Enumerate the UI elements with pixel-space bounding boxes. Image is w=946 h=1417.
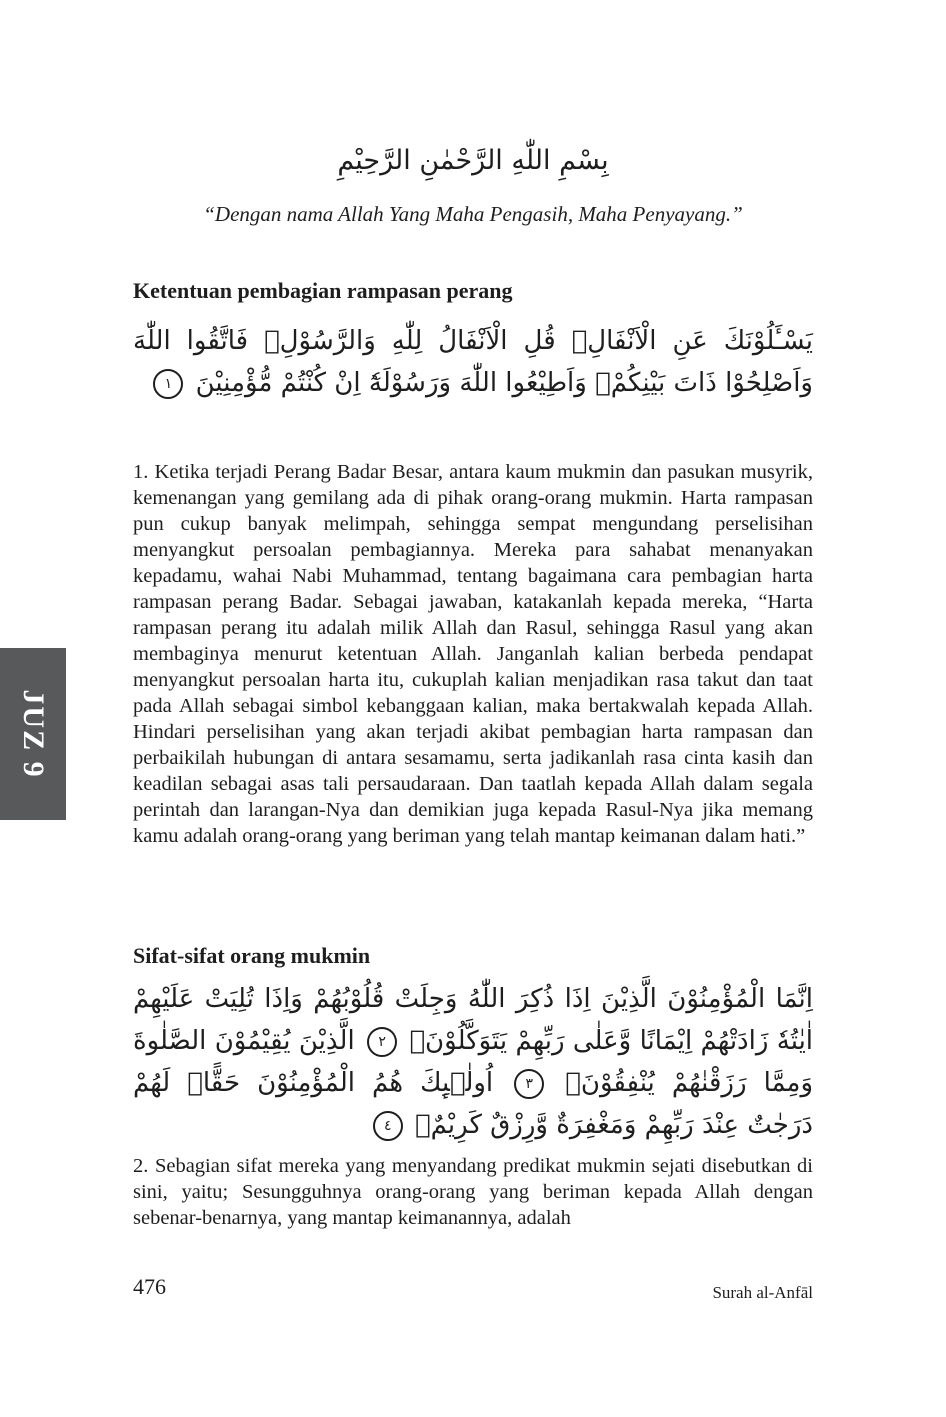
basmala-arabic: بِسْمِ اللّٰهِ الرَّحْمٰنِ الرَّحِيْمِ (337, 145, 609, 176)
ayah-number-badge: ٢ (367, 1027, 397, 1057)
section-heading-rampasan: Ketentuan pembagian rampasan perang (133, 278, 513, 303)
commentary-paragraph-2: 2. Sebagian sifat mereka yang menyandang predikat mukmin sejati disebutkan di sini, yaitu; Sesungguhnya orang-orang yang beriman kepada Allah dengan sebenar-benarnya, yang mantap keimanannya, adalah (133, 1155, 813, 1229)
arabic-verses-2-4 (133, 978, 813, 1146)
arabic-verse-1 (133, 320, 813, 404)
ayah-number-badge: ٤ (373, 1111, 403, 1141)
juz-side-tab (0, 648, 66, 820)
arabic-verse-text: اُولٰۤىِٕكَ هُمُ الْمُؤْمِنُوْنَ حَقًّاۗ لَهُمْ دَرَجٰتٌ عِنْدَ رَبِّهِمْ وَمَغْفِرَةٌ وَّرِزْقٌ كَرِيْمٌۚ (133, 1068, 813, 1140)
page-number: 476 (133, 1274, 166, 1299)
commentary-paragraph-1: 1. Ketika terjadi Perang Badar Besar, antara kaum mukmin dan pasukan musyrik, kemenangan yang gemilang ada di pihak orang-orang mukmin. Harta rampasan pun cukup banyak melimpah, sehingga sempat mengundang perselisihan menyangkut persoalan pembagiannya. Mereka para sahabat menanyakan kepadamu, wahai Nabi Muhammad, tentang bagaimana cara pembagian harta rampasan perang Badar. Sebagai jawaban, katakanlah kepada mereka, “Harta rampasan perang itu adalah milik Allah dan Rasul, sehingga Rasul yang akan membaginya menurut ketentuan Allah. Janganlah kalian berbeda pendapat menyangkut persoalan harta itu, cukuplah kalian menjadikan rasa takut dan taat pada Allah sebagai simbol kebanggaan kalian, maka bertakwalah kepada Allah. Hindari perselisihan yang akan terjadi akibat pembagian harta rampasan dan perbaikilah hubungan di antara sesamamu, serta jadikanlah rasa cinta kasih dan keadilan sebagai asas tali persaudaraan. Dan taatlah kepada Allah dalam segala perintah dan larangan-Nya dan demikian juga kepada Rasul-Nya jika memang kamu adalah orang-orang yang beriman yang telah mantap keimanan dalam hati.” (133, 461, 813, 847)
ayah-number-badge: ٣ (514, 1069, 544, 1099)
juz-label: JUZ 9 (17, 689, 50, 779)
ayah-number-badge: ١ (153, 369, 183, 399)
arabic-verse-text: اِنَّمَا الْمُؤْمِنُوْنَ الَّذِيْنَ اِذَا ذُكِرَ اللّٰهُ وَجِلَتْ قُلُوْبُهُمْ وَاِذَا تُلِيَتْ عَلَيْهِمْ اٰيٰتُهٗ زَادَتْهُمْ اِيْمَانًا وَّعَلٰى رَبِّهِمْ يَتَوَكَّلُوْنَۙ (133, 984, 814, 1056)
running-footer-surah: Surah al-Anfāl (712, 1283, 813, 1302)
section-heading-mukmin: Sifat-sifat orang mukmin (133, 943, 371, 968)
arabic-verse-text: يَسْـَٔلُوْنَكَ عَنِ الْاَنْفَالِۗ قُلِ الْاَنْفَالُ لِلّٰهِ وَالرَّسُوْلِۚ فَاتَّقُوا اللّٰهَ وَاَصْلِحُوْا ذَاتَ بَيْنِكُمْۖ وَاَطِيْعُوا اللّٰهَ وَرَسُوْلَهٗٓ اِنْ كُنْتُمْ مُّؤْمِنِيْنَ (133, 326, 813, 398)
basmala-translation: “Dengan nama Allah Yang Maha Pengasih, Maha Penyayang.” (203, 202, 743, 226)
arabic-verse-text: الَّذِيْنَ يُقِيْمُوْنَ الصَّلٰوةَ وَمِمَّا رَزَقْنٰهُمْ يُنْفِقُوْنَۗ (133, 1026, 814, 1098)
